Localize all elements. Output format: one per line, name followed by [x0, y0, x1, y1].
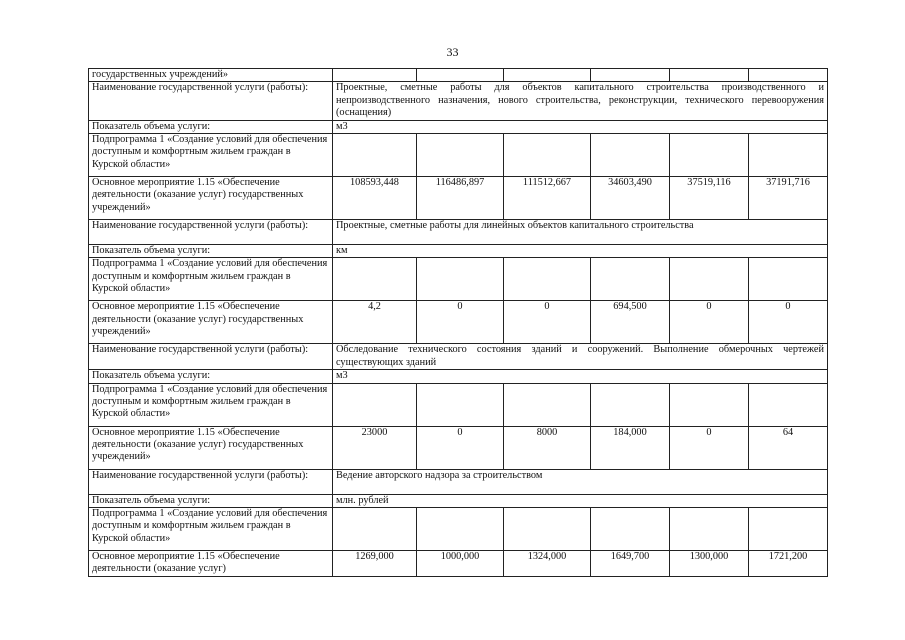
row-label: Наименование государственной услуги (работы):	[89, 469, 333, 494]
page-number: 33	[446, 45, 459, 59]
row-label: Наименование государственной услуги (работы):	[89, 344, 333, 370]
table-row	[89, 220, 828, 245]
table-row	[89, 245, 828, 258]
value-cell: 0	[417, 426, 504, 469]
row-label: Основное мероприятие 1.15 «Обеспечение деятельности (оказание услуг) государственных учреждений»	[89, 426, 333, 469]
service-name: Обследование технического состояния зданий и сооружений. Выполнение обмерочных чертежей существующих зданий	[333, 344, 828, 370]
value-cell: 0	[670, 301, 749, 344]
table-row	[89, 469, 828, 494]
value-cell: 0	[670, 426, 749, 469]
table-row	[89, 508, 828, 551]
row-label: Подпрограмма 1 «Создание условий для обеспечения доступным и комфортным жильем граждан в Курской области»	[89, 258, 333, 301]
row-label: Подпрограмма 1 «Создание условий для обеспечения доступным и комфортным жильем граждан в Курской области»	[89, 508, 333, 551]
table-row	[89, 426, 828, 469]
row-label: Показатель объема услуги:	[89, 494, 333, 507]
row-label: государственных учреждений»	[89, 69, 333, 82]
value-cell: 37191,716	[749, 177, 828, 220]
value-cell: 0	[749, 301, 828, 344]
value-cell: 0	[504, 301, 591, 344]
table-row	[89, 120, 828, 133]
table-row	[89, 383, 828, 426]
service-name: Проектные, сметные работы для объектов капитального строительства производственного и непроизводственного назначения, нового строительства, реконструкции, технического перевооружения (оснащения)	[333, 82, 828, 120]
service-name: Ведение авторского надзора за строительством	[333, 469, 828, 494]
service-name: Проектные, сметные работы для линейных объектов капитального строительства	[333, 220, 828, 245]
value-cell: 64	[749, 426, 828, 469]
row-label: Подпрограмма 1 «Создание условий для обеспечения доступным и комфортным жильем граждан в Курской области»	[89, 134, 333, 177]
table-row	[89, 177, 828, 220]
value-cell: 23000	[333, 426, 417, 469]
row-label: Основное мероприятие 1.15 «Обеспечение деятельности (оказание услуг) государственных учреждений»	[89, 301, 333, 344]
value-cell: 116486,897	[417, 177, 504, 220]
budget-table	[88, 68, 828, 577]
table-row	[89, 301, 828, 344]
unit-value: км	[333, 245, 828, 258]
table-row	[89, 82, 828, 120]
value-cell: 108593,448	[333, 177, 417, 220]
table-row	[89, 551, 828, 577]
value-cell: 1721,200	[749, 551, 828, 577]
row-label: Основное мероприятие 1.15 «Обеспечение деятельности (оказание услуг)	[89, 551, 333, 577]
value-cell: 1649,700	[591, 551, 670, 577]
value-cell: 184,000	[591, 426, 670, 469]
value-cell: 1324,000	[504, 551, 591, 577]
row-label: Показатель объема услуги:	[89, 245, 333, 258]
table-row	[89, 134, 828, 177]
table-row	[89, 370, 828, 383]
value-cell: 37519,116	[670, 177, 749, 220]
value-cell: 34603,490	[591, 177, 670, 220]
value-cell: 1269,000	[333, 551, 417, 577]
row-label: Показатель объема услуги:	[89, 120, 333, 133]
value-cell: 0	[417, 301, 504, 344]
unit-value: млн. рублей	[333, 494, 828, 507]
value-cell: 1000,000	[417, 551, 504, 577]
row-label: Подпрограмма 1 «Создание условий для обеспечения доступным и комфортным жильем граждан в Курской области»	[89, 383, 333, 426]
table-row	[89, 69, 828, 82]
value-cell: 8000	[504, 426, 591, 469]
value-cell: 694,500	[591, 301, 670, 344]
value-cell: 1300,000	[670, 551, 749, 577]
unit-value: м3	[333, 120, 828, 133]
row-label: Основное мероприятие 1.15 «Обеспечение деятельности (оказание услуг) государственных учреждений»	[89, 177, 333, 220]
table-row	[89, 344, 828, 370]
table-row	[89, 494, 828, 507]
row-label: Наименование государственной услуги (работы):	[89, 220, 333, 245]
unit-value: м3	[333, 370, 828, 383]
row-label: Показатель объема услуги:	[89, 370, 333, 383]
value-cell: 4,2	[333, 301, 417, 344]
value-cell: 111512,667	[504, 177, 591, 220]
row-label: Наименование государственной услуги (работы):	[89, 82, 333, 120]
table-row	[89, 258, 828, 301]
